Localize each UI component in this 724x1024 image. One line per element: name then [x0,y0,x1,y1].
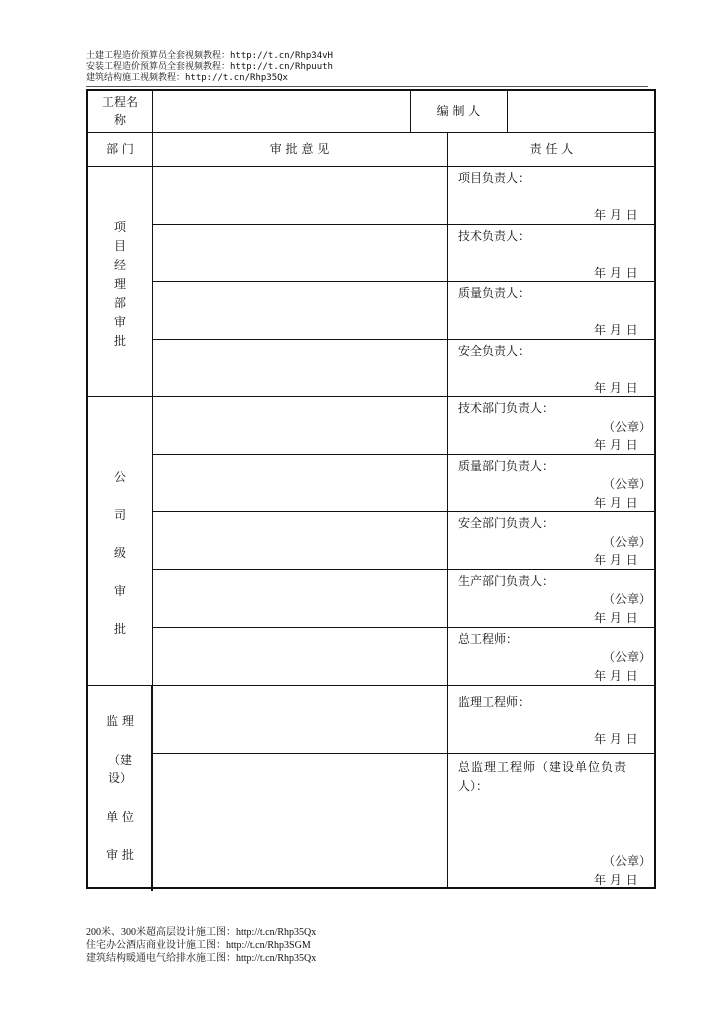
seal-text: （公章） [603,592,652,606]
safety-dept-leader-label: 安全部门负责人： [458,516,555,530]
project-name-field[interactable] [158,101,398,121]
supervision-label-4: 单 位 [106,810,134,824]
col-divider [152,91,153,132]
row-divider [152,224,656,225]
date-text: 年 月 日 [594,732,638,746]
header-links [86,51,333,84]
col-divider [447,132,448,889]
header-link-1: 土建工程造价预算员全套视频教程：http://t.cn/Rhp34vH [86,51,333,61]
chief-supervisor-label-2: 人）： [458,779,489,793]
supervision-label-5: 审 批 [106,848,134,862]
row-divider [152,511,656,512]
seal-text: （公章） [603,535,652,549]
seal-text: （公章） [603,854,652,868]
footer-link-1: 200米、300米超高层设计施工图：http://t.cn/Rhp35Qx [86,927,317,938]
section-divider [88,685,656,686]
safety-leader-label: 安全负责人： [458,344,531,358]
quality-leader-label: 质量负责人： [458,286,531,300]
date-text: 年 月 日 [594,669,638,683]
chief-engineer-label: 总工程师： [458,632,519,646]
date-text: 年 月 日 [594,323,638,337]
quality-dept-leader-label: 质量部门负责人： [458,459,555,473]
col-header-department: 部 门 [106,142,134,156]
tech-leader-label: 技术负责人： [458,229,531,243]
approval-form-table [86,89,656,889]
company-label: 公 司 级 审 批 [113,470,126,636]
date-text: 年 月 日 [594,381,638,395]
tech-dept-leader-label: 技术部门负责人： [458,401,555,415]
seal-text: （公章） [603,420,652,434]
col-header-opinion: 审 批 意 见 [269,142,330,156]
date-text: 年 月 日 [594,208,638,222]
footer-links [86,926,316,965]
project-name-label-2: 称 [113,113,126,127]
date-text: 年 月 日 [594,496,638,510]
row-divider [152,627,656,628]
chief-supervisor-label-1: 总监理工程师（建设单位负责 [458,760,628,774]
section-divider [88,396,656,397]
col-divider [507,91,508,132]
row-divider [88,132,656,133]
seal-text: （公章） [603,650,652,664]
row-divider [152,281,656,282]
row-divider [152,753,656,754]
project-dept-label: 项 目 经 理 部 审 批 [113,220,126,348]
project-leader-label: 项目负责人： [458,171,531,185]
date-text: 年 月 日 [594,553,638,567]
supervising-engineer-label: 监理工程师： [458,695,531,709]
header-link-2: 安装工程造价预算员全套视频教程：http://t.cn/Rhpuuth [86,62,333,72]
compiler-field[interactable] [513,101,651,121]
compiler-label: 编 制 人 [436,104,481,118]
supervision-label-1: 监 理 [106,714,134,728]
supervision-label-3: 设） [107,771,132,785]
date-text: 年 月 日 [594,611,638,625]
row-divider [88,166,656,167]
row-divider [152,569,656,570]
date-text: 年 月 日 [594,266,638,280]
header-link-3: 建筑结构施工视频教程：http://t.cn/Rhp35Qx [86,73,288,83]
footer-link-2: 住宅办公酒店商业设计施工图：http://t.cn/Rhp3SGM [86,940,311,951]
header-rule [86,86,648,87]
project-name-label-1: 工程名 [101,95,138,109]
date-text: 年 月 日 [594,438,638,452]
row-divider [152,454,656,455]
production-dept-leader-label: 生产部门负责人： [458,574,555,588]
row-divider [152,339,656,340]
seal-text: （公章） [603,477,652,491]
supervision-label-2: （建 [107,753,132,767]
date-text: 年 月 日 [594,873,638,887]
col-header-responsible: 责 任 人 [529,142,574,156]
footer-link-3: 建筑结构暖通电气给排水施工图：http://t.cn/Rhp35Qx [86,953,317,964]
